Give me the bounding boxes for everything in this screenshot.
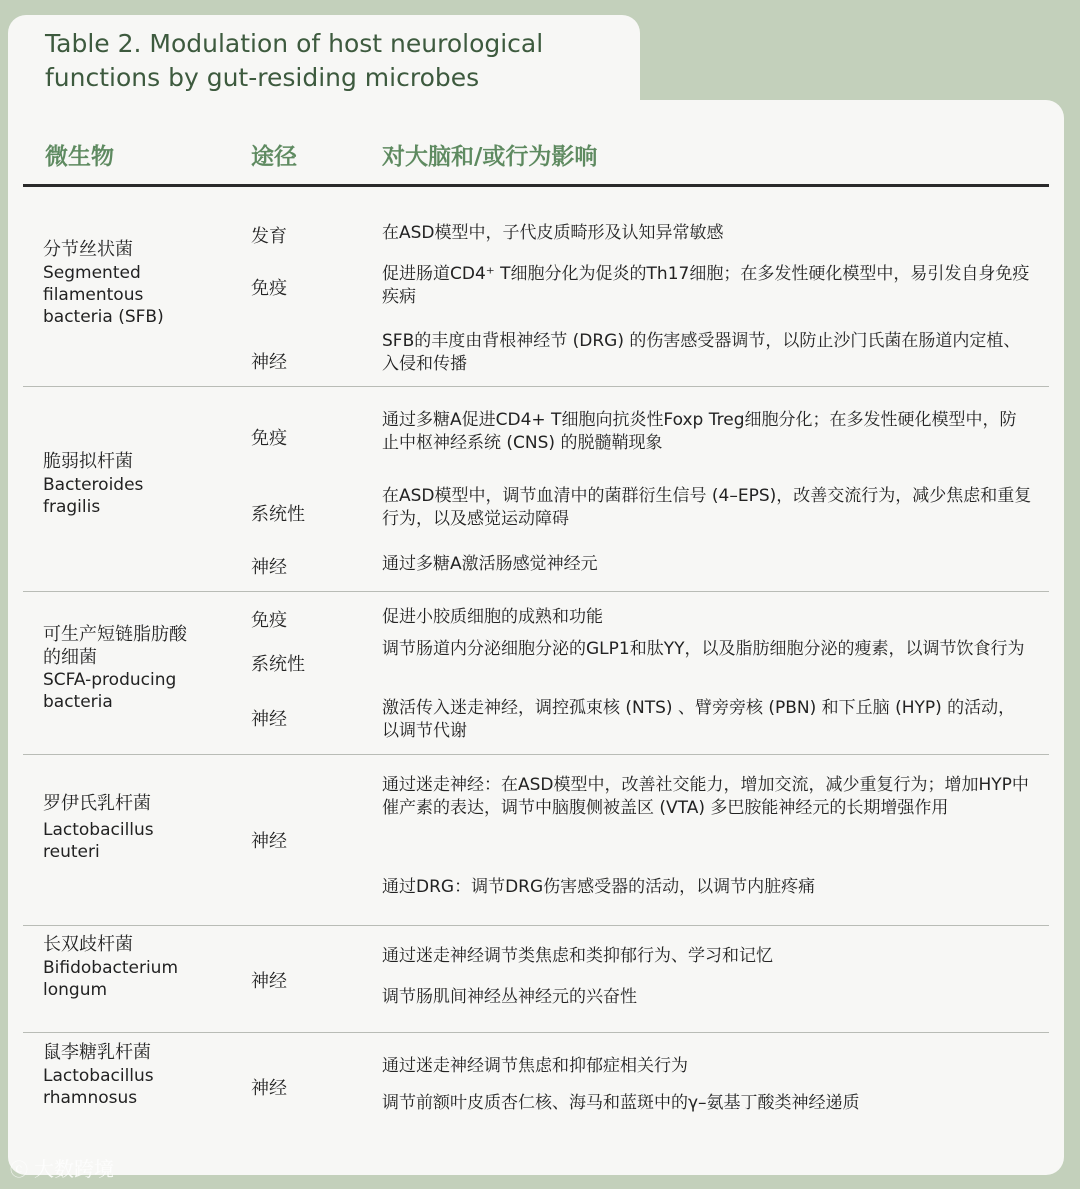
microbe-cn: 分节丝状菌	[43, 239, 133, 260]
pathway-label: 神经	[251, 831, 287, 852]
row-divider	[23, 1032, 1049, 1033]
effect-text: 激活传入迷走神经，调控孤束核 (NTS) 、臂旁旁核 (PBN) 和下丘脑 (HYP) 的活动，以调节代谢	[382, 698, 1016, 741]
microbe-en: SCFA-producing bacteria	[43, 670, 177, 712]
pathway-label: 免疫	[251, 610, 287, 631]
microbe-scfa	[43, 623, 233, 713]
header-microbe: 微生物	[45, 144, 114, 170]
microbe-reuteri	[43, 792, 233, 863]
table-title: Table 2. Modulation of host neurological functions by gut-residing microbes	[45, 29, 544, 92]
microbe-rhamnosus	[43, 1041, 233, 1109]
row-divider	[23, 591, 1049, 592]
microbe-en: Bifidobacterium longum	[43, 958, 179, 1000]
effect-text: 调节前额叶皮质杏仁核、海马和蓝斑中的γ–氨基丁酸类神经递质	[382, 1093, 860, 1113]
effect-text: 通过多糖A促进CD4+ T细胞向抗炎性Foxp Treg细胞分化；在多发性硬化模型中，防止中枢神经系统 (CNS) 的脱髓鞘现象	[382, 410, 1017, 453]
microbe-cn: 可生产短链脂肪酸的细菌	[43, 624, 187, 668]
header-effect: 对大脑和/或行为影响	[382, 144, 598, 170]
microbe-en: Bacteroides fragilis	[43, 475, 144, 517]
header-band	[640, 0, 1080, 100]
watermark-text: 大数跨境	[34, 1157, 114, 1181]
effect-text: 通过迷走神经调节类焦虑和类抑郁行为、学习和记忆	[382, 946, 773, 966]
effect-text: SFB的丰度由背根神经节 (DRG) 的伤害感受器调节，以防止沙门氏菌在肠道内定植、入侵和传播	[382, 331, 1021, 374]
microbe-sfb	[43, 238, 233, 328]
watermark-logo-icon: ⓒ	[10, 1160, 28, 1181]
row-divider	[23, 386, 1049, 387]
header-rule	[23, 184, 1049, 187]
effect-text: 通过迷走神经：在ASD模型中，改善社交能力，增加交流，减少重复行为；增加HYP中催产素的表达，调节中脑腹侧被盖区 (VTA) 多巴胺能神经元的长期增强作用	[382, 775, 1029, 818]
effect-text: 促进肠道CD4⁺ T细胞分化为促炎的Th17细胞；在多发性硬化模型中，易引发自身免疫疾病	[382, 264, 1030, 307]
pathway-label: 神经	[251, 557, 287, 578]
pathway-label: 神经	[251, 709, 287, 730]
effect-text: 通过DRG：调节DRG伤害感受器的活动，以调节内脏疼痛	[382, 877, 816, 897]
pathway-label: 免疫	[251, 278, 287, 299]
effect-text: 通过多糖A激活肠感觉神经元	[382, 554, 598, 574]
pathway-label: 神经	[251, 971, 287, 992]
effect-text: 在ASD模型中，调节血清中的菌群衍生信号 (4–EPS)，改善交流行为，减少焦虑和重复行为，以及感觉运动障碍	[382, 486, 1032, 529]
pathway-label: 免疫	[251, 428, 287, 449]
effect-text: 在ASD模型中，子代皮质畸形及认知异常敏感	[382, 223, 724, 243]
pathway-label: 系统性	[251, 654, 305, 675]
pathway-label: 神经	[251, 1078, 287, 1099]
microbe-bacteroides	[43, 450, 233, 518]
effect-text: 调节肠道内分泌细胞分泌的GLP1和肽YY，以及脂肪细胞分泌的瘦素，以调节饮食行为	[382, 639, 1025, 659]
pathway-label: 系统性	[251, 504, 305, 525]
effect-text: 通过迷走神经调节焦虑和抑郁症相关行为	[382, 1056, 688, 1076]
pathway-label: 发育	[251, 226, 287, 247]
microbe-cn: 鼠李糖乳杆菌	[43, 1042, 151, 1063]
microbe-longum	[43, 933, 233, 1001]
microbe-en: Lactobacillus reuteri	[43, 820, 154, 862]
tab-corner	[640, 30, 662, 100]
pathway-label: 神经	[251, 352, 287, 373]
watermark	[10, 1153, 114, 1182]
microbe-en: Segmented filamentous bacteria (SFB)	[43, 263, 164, 327]
microbe-cn: 罗伊氏乳杆菌	[43, 793, 151, 814]
effect-text: 促进小胶质细胞的成熟和功能	[382, 607, 603, 627]
microbe-en: Lactobacillus rhamnosus	[43, 1066, 154, 1108]
header-pathway: 途径	[251, 144, 297, 170]
microbe-cn: 长双歧杆菌	[43, 934, 133, 955]
row-divider	[23, 925, 1049, 926]
row-divider	[23, 754, 1049, 755]
effect-text: 调节肠肌间神经丛神经元的兴奋性	[382, 987, 637, 1007]
microbe-cn: 脆弱拟杆菌	[43, 451, 133, 472]
